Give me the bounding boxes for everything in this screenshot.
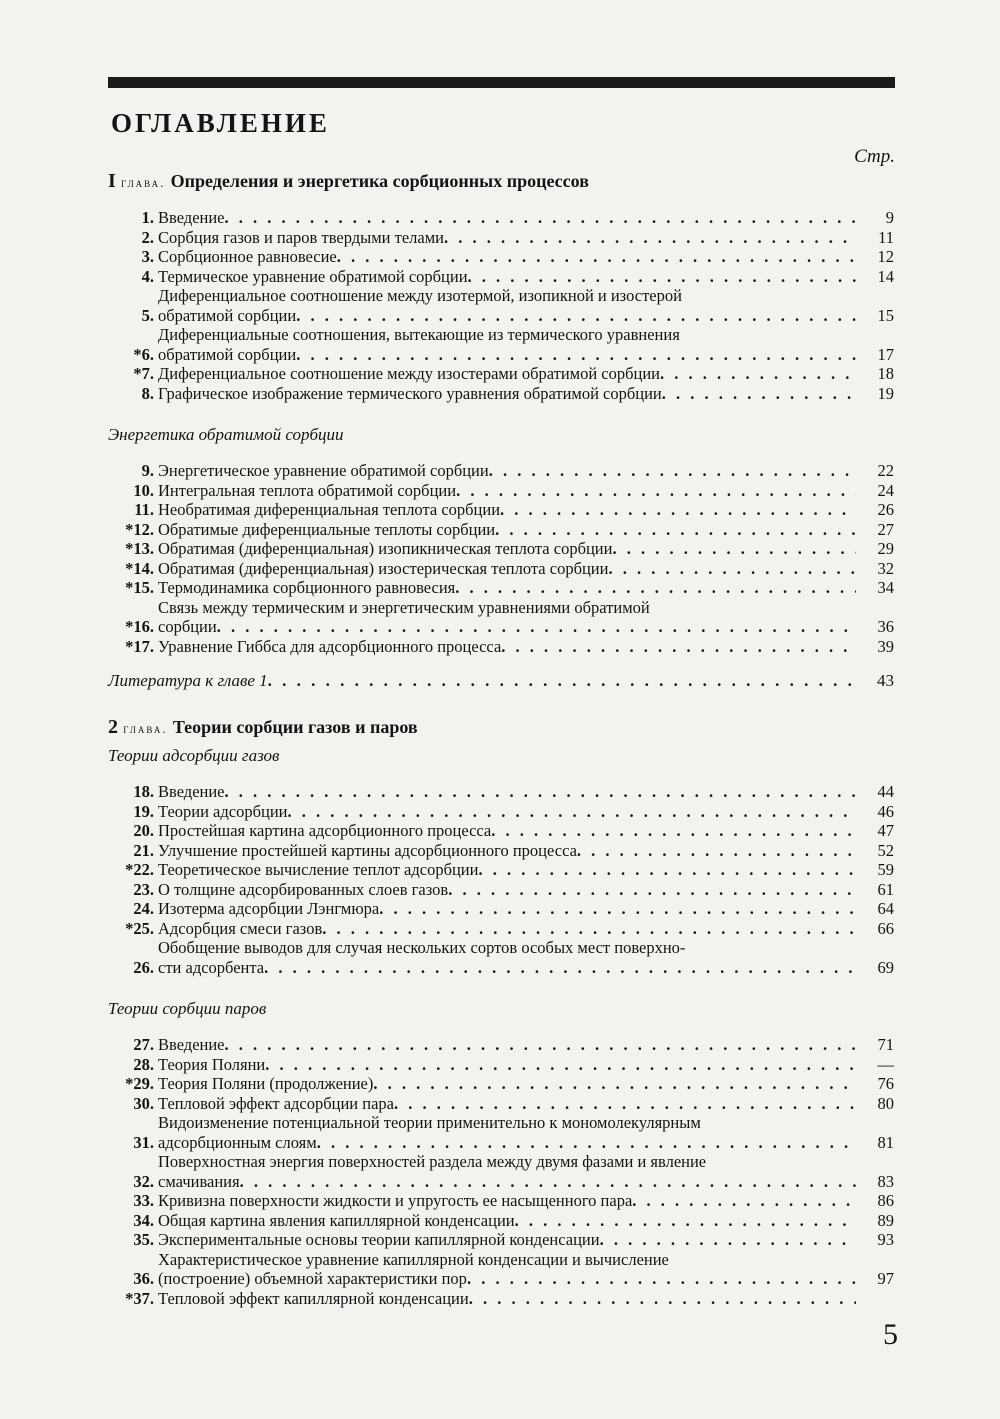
entry-body <box>158 1211 856 1231</box>
toc-entry <box>108 461 896 481</box>
entry-page: 71 <box>877 1035 894 1054</box>
entry-number: 19. <box>133 801 154 821</box>
toc-entry <box>108 1113 896 1152</box>
toc-entry <box>108 228 896 248</box>
entry-title: Диференциальные соотношения, вытекающие из термического уравнения <box>158 325 680 344</box>
entry-title: Адсорбция смеси газов <box>158 918 323 938</box>
toc-entry <box>108 1074 896 1094</box>
entry-number: 23. <box>133 879 154 899</box>
entry-page: 83 <box>877 1171 894 1191</box>
toc-entry <box>108 267 896 287</box>
toc-entry <box>108 637 896 657</box>
dot-leader <box>264 958 856 978</box>
entry-title-continuation <box>158 958 856 978</box>
entry-page: 89 <box>877 1210 894 1230</box>
entry-page: 15 <box>877 305 894 325</box>
entry-number: 5. <box>141 305 154 325</box>
dot-leader <box>500 500 856 520</box>
entry-body <box>158 384 856 404</box>
page-title: ОГЛАВЛЕНИЕ <box>111 108 330 138</box>
entry-page: 26 <box>877 500 894 519</box>
toc-entry <box>108 364 896 384</box>
entry-body <box>158 1074 856 1094</box>
entry-title: Общая картина явления капиллярной конденсации <box>158 1210 515 1230</box>
dot-leader <box>501 637 856 657</box>
entry-title-continuation <box>158 1172 856 1192</box>
page-number: 5 <box>883 1318 898 1351</box>
entry-title-end: обратимой сорбции <box>158 344 297 364</box>
entry-title: Связь между термическим и энергетическим уравнениями обратимой <box>158 597 650 617</box>
toc-entry <box>108 821 896 841</box>
dot-leader <box>495 520 856 540</box>
entry-body <box>158 598 856 637</box>
chapter-title: Определения и энергетика сорбционных процессов <box>170 171 589 191</box>
entry-number: 30. <box>133 1093 154 1113</box>
entry-number: *15. <box>125 578 154 597</box>
top-rule <box>108 77 895 88</box>
dot-leader <box>478 860 856 880</box>
entry-body <box>158 821 856 841</box>
entry-title: Теории адсорбции <box>158 801 288 821</box>
entry-number: *7. <box>133 364 154 383</box>
entry-title-continuation <box>158 1133 856 1153</box>
dot-leader <box>577 841 856 861</box>
toc-entry <box>108 1094 896 1114</box>
entry-title: Экспериментальные основы теории капиллярной конденсации <box>158 1230 600 1249</box>
chapter-title: Теории сорбции газов и паров <box>172 717 418 737</box>
entry-title-end: сорбции <box>158 617 217 636</box>
entry-title-continuation <box>158 617 856 637</box>
entry-title-continuation <box>158 1269 856 1289</box>
toc-entry <box>108 919 896 939</box>
entry-number: 8. <box>141 383 154 403</box>
dot-leader <box>456 481 856 501</box>
dot-leader <box>317 1133 856 1153</box>
entry-body <box>158 325 856 364</box>
chapter-heading <box>108 166 896 196</box>
entry-page: 32 <box>877 558 894 578</box>
entry-body <box>158 880 856 900</box>
toc-entry <box>108 938 896 977</box>
dot-leader <box>225 1035 856 1055</box>
entry-title: Характеристическое уравнение капиллярной конденсации и вычисление <box>158 1249 669 1269</box>
entry-body <box>158 539 856 559</box>
entry-page: 44 <box>877 782 894 801</box>
dot-leader <box>489 461 856 481</box>
entry-body <box>158 782 856 802</box>
entry-number: 11. <box>134 500 154 519</box>
entry-body <box>158 1035 856 1055</box>
dot-leader <box>469 1289 856 1309</box>
entry-page: 36 <box>877 617 894 636</box>
entry-title: Введение <box>158 208 225 227</box>
dot-leader <box>600 1230 856 1250</box>
toc-entry <box>108 1191 896 1211</box>
entry-body <box>158 578 856 598</box>
literature-page: 43 <box>877 671 894 690</box>
dot-leader <box>268 668 856 694</box>
toc-entry <box>108 782 896 802</box>
dot-leader <box>225 782 856 802</box>
chapter-label: глава. <box>118 721 173 736</box>
entry-page: 9 <box>885 208 894 227</box>
toc-entry <box>108 802 896 822</box>
entry-page: 19 <box>877 383 894 403</box>
literature-title: Литература к главе 1 <box>108 671 268 690</box>
entry-title: Обратимая (диференциальная) изостерическая теплота сорбции <box>158 558 609 578</box>
entry-body <box>158 938 856 977</box>
toc-entry <box>108 578 896 598</box>
entry-number: *37. <box>125 1288 154 1308</box>
entry-number: 28. <box>133 1054 154 1074</box>
entry-body <box>158 247 856 267</box>
entry-number: 9. <box>141 461 154 480</box>
entry-number: 26. <box>133 957 154 977</box>
entry-body <box>158 208 856 228</box>
entry-page: 61 <box>877 879 894 899</box>
entry-number: *14. <box>125 558 154 578</box>
dot-leader <box>515 1211 856 1231</box>
toc-entry <box>108 880 896 900</box>
entry-body <box>158 637 856 657</box>
entry-body <box>158 364 856 384</box>
entry-title: Обратимые диференциальные теплоты сорбции <box>158 519 496 539</box>
entry-body <box>158 1250 856 1289</box>
entry-title: Введение <box>158 1035 225 1054</box>
entry-page: 12 <box>877 247 894 266</box>
entry-title: Уравнение Гиббса для адсорбционного процесса <box>158 636 502 656</box>
entry-title-end: (построение) объемной характеристики пор <box>158 1269 467 1288</box>
entry-number: 35. <box>133 1230 154 1249</box>
entry-body <box>158 1289 856 1309</box>
entry-page: 64 <box>877 899 894 918</box>
entry-title: Теоретическое вычисление теплот адсорбции <box>158 860 479 879</box>
dot-leader <box>217 617 856 637</box>
dot-leader <box>288 802 857 822</box>
toc-entry <box>108 325 896 364</box>
entry-body <box>158 1055 856 1075</box>
dot-leader <box>225 208 856 228</box>
entry-number: *29. <box>125 1074 154 1093</box>
entry-title: О толщине адсорбированных слоев газов <box>158 879 449 899</box>
entry-page: 69 <box>877 957 894 977</box>
entry-page: 76 <box>877 1074 894 1093</box>
toc-entry <box>108 860 896 880</box>
literature-entry <box>108 668 896 694</box>
entry-number: 32. <box>133 1171 154 1191</box>
entry-number: *25. <box>125 918 154 938</box>
entry-number: *22. <box>125 860 154 879</box>
dot-leader <box>448 880 856 900</box>
entry-title-continuation <box>158 306 856 326</box>
entry-title-end: сти адсорбента <box>158 957 265 977</box>
entry-body <box>158 500 856 520</box>
entry-body <box>158 228 856 248</box>
dot-leader <box>322 919 856 939</box>
section-heading: Энергетика обратимой сорбции <box>108 425 344 444</box>
entry-number: 36. <box>133 1269 154 1288</box>
toc-entry <box>108 1289 896 1309</box>
toc-entry <box>108 481 896 501</box>
toc-entry <box>108 559 896 579</box>
entry-title: Обратимая (диференциальная) изопикническая теплота сорбции <box>158 539 613 558</box>
entry-page: 46 <box>877 801 894 821</box>
entry-body <box>158 1113 856 1152</box>
toc-entry <box>108 247 896 267</box>
entry-title: Видоизменение потенциальной теории применительно к мономолекулярным <box>158 1113 701 1132</box>
entry-page: 18 <box>877 364 894 383</box>
entry-body <box>158 899 856 919</box>
dot-leader <box>296 306 856 326</box>
entry-title: Улучшение простейшей картины адсорбционного процесса <box>158 840 577 860</box>
dot-leader <box>662 384 856 404</box>
chapter-number: 2 <box>108 716 118 738</box>
entry-body <box>158 286 856 325</box>
entry-page: 93 <box>877 1230 894 1249</box>
toc-entry <box>108 1035 896 1055</box>
entry-body <box>158 1152 856 1191</box>
entry-number: 3. <box>141 247 154 266</box>
entry-title: Простейшая картина адсорбционного процесса <box>158 821 492 840</box>
toc-entry <box>108 1211 896 1231</box>
entry-page: 29 <box>877 539 894 558</box>
entry-number: 24. <box>133 899 154 918</box>
chapter-number: I <box>108 170 116 192</box>
toc-entry <box>108 208 896 228</box>
entry-page: 80 <box>877 1093 894 1113</box>
entry-number: 21. <box>133 840 154 860</box>
entry-title-end: адсорбционным слоям <box>158 1132 317 1152</box>
entry-body <box>158 481 856 501</box>
entry-body <box>158 841 856 861</box>
entry-number: 2. <box>141 227 154 247</box>
toc-entry <box>108 500 896 520</box>
entry-title: Диференциальное соотношение между изотермой, изопикной и изостерой <box>158 286 682 305</box>
dot-leader <box>394 1094 856 1114</box>
dot-leader <box>455 578 856 598</box>
entry-title: Обобщение выводов для случая нескольких сортов особых мест поверхно- <box>158 938 686 957</box>
entry-page: 59 <box>877 860 894 879</box>
entry-body <box>158 1230 856 1250</box>
entry-number: 20. <box>133 821 154 840</box>
entry-page: 97 <box>877 1269 894 1288</box>
entry-title: Термодинамика сорбционного равновесия <box>158 578 456 597</box>
entry-body <box>158 461 856 481</box>
entry-body <box>158 520 856 540</box>
dot-leader <box>296 345 856 365</box>
dot-leader <box>632 1191 856 1211</box>
toc-entry <box>108 539 896 559</box>
entry-page: 17 <box>877 344 894 364</box>
entry-title: Сорбция газов и паров твердыми телами <box>158 227 444 247</box>
entry-number: 33. <box>133 1191 154 1210</box>
entry-title: Тепловой эффект капиллярной конденсации <box>158 1288 469 1308</box>
toc-entry <box>108 598 896 637</box>
dot-leader <box>608 559 856 579</box>
dot-leader <box>379 899 856 919</box>
entry-title: Необратимая диференциальная теплота сорбции <box>158 500 501 519</box>
entry-title-end: обратимой сорбции <box>158 305 297 325</box>
entry-page: 14 <box>877 266 894 286</box>
entry-number: *16. <box>125 617 154 636</box>
entry-number: 31. <box>133 1132 154 1152</box>
entry-number: 18. <box>133 782 154 801</box>
dot-leader <box>444 228 856 248</box>
toc-entry <box>108 384 896 404</box>
entry-title: Поверхностная энергия поверхностей раздела между двумя фазами и явление <box>158 1152 707 1171</box>
entry-page: 66 <box>877 918 894 938</box>
entry-title-end: смачивания <box>158 1171 240 1191</box>
entry-number: *17. <box>125 636 154 656</box>
entry-page: 86 <box>877 1191 894 1210</box>
entry-number: *12. <box>125 519 154 539</box>
entry-page: — <box>877 1054 894 1074</box>
chapter-heading <box>108 712 896 742</box>
dot-leader <box>467 1269 856 1289</box>
entry-number: 1. <box>141 208 154 227</box>
entry-body <box>158 860 856 880</box>
entry-title: Кривизна поверхности жидкости и упругость ее насыщенного пара <box>158 1191 633 1210</box>
entry-number: *13. <box>125 539 154 558</box>
entry-body <box>158 919 856 939</box>
entry-title: Теория Поляни (продолжение) <box>158 1074 374 1093</box>
entry-number: *6. <box>133 344 154 364</box>
entry-title: Энергетическое уравнение обратимой сорбции <box>158 461 489 480</box>
entry-title: Тепловой эффект адсорбции пара <box>158 1093 394 1113</box>
dot-leader <box>660 364 856 384</box>
page-column-label: Стр. <box>854 146 895 167</box>
entry-number: 10. <box>133 480 154 500</box>
table-of-contents <box>108 166 896 1308</box>
entry-page: 81 <box>877 1132 894 1152</box>
entry-number: 4. <box>141 266 154 286</box>
entry-page: 47 <box>877 821 894 840</box>
entry-body <box>158 1094 856 1114</box>
chapter-label: глава. <box>115 175 171 190</box>
toc-entry <box>108 520 896 540</box>
entry-page: 52 <box>877 840 894 860</box>
entry-page: 22 <box>877 461 894 480</box>
entry-title: Интегральная теплота обратимой сорбции <box>158 480 457 500</box>
dot-leader <box>337 247 856 267</box>
entry-title: Термическое уравнение обратимой сорбции <box>158 266 468 286</box>
entry-page: 11 <box>878 227 894 247</box>
entry-title: Диференциальное соотношение между изостерами обратимой сорбции <box>158 364 661 383</box>
section-heading: Теории сорбции паров <box>108 999 267 1018</box>
entry-title: Введение <box>158 782 225 801</box>
entry-page: 34 <box>877 578 894 597</box>
dot-leader <box>240 1172 856 1192</box>
toc-entry <box>108 899 896 919</box>
entry-title: Изотерма адсорбции Лэнгмюра <box>158 899 380 918</box>
entry-body <box>158 559 856 579</box>
entry-page: 24 <box>877 480 894 500</box>
toc-entry <box>108 1230 896 1250</box>
entry-page: 39 <box>877 636 894 656</box>
toc-entry <box>108 1152 896 1191</box>
entry-number: 27. <box>133 1035 154 1054</box>
section-heading: Теории адсорбции газов <box>108 746 280 765</box>
toc-entry <box>108 1055 896 1075</box>
toc-entry <box>108 841 896 861</box>
entry-title: Сорбционное равновесие <box>158 247 337 266</box>
dot-leader <box>373 1074 856 1094</box>
entry-body <box>158 1191 856 1211</box>
entry-title: Графическое изображение термического уравнения обратимой сорбции <box>158 383 662 403</box>
dot-leader <box>491 821 856 841</box>
dot-leader <box>468 267 856 287</box>
entry-page: 27 <box>877 519 894 539</box>
entry-body <box>158 802 856 822</box>
dot-leader <box>265 1055 856 1075</box>
entry-title-continuation <box>158 345 856 365</box>
entry-number: 34. <box>133 1210 154 1230</box>
toc-entry <box>108 1250 896 1289</box>
toc-entry <box>108 286 896 325</box>
entry-body <box>158 267 856 287</box>
entry-title: Теория Поляни <box>158 1054 266 1074</box>
dot-leader <box>612 539 856 559</box>
